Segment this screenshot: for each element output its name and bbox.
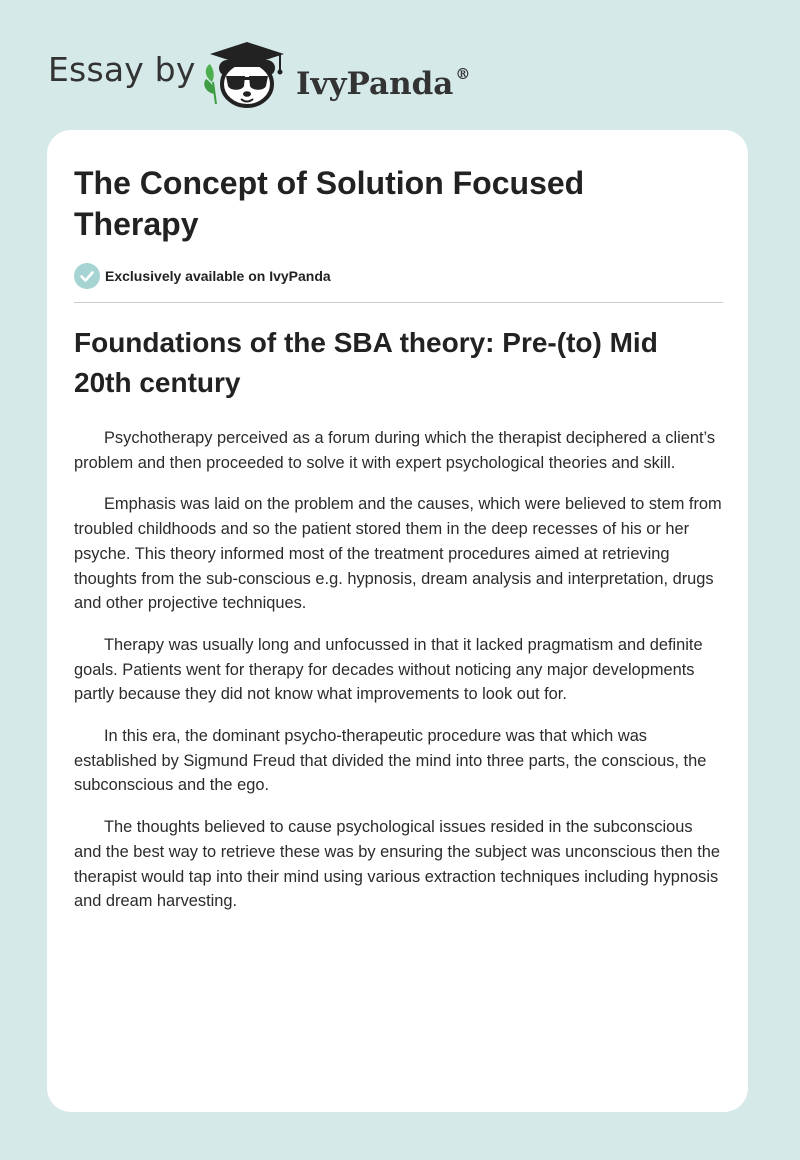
section-heading: Foundations of the SBA theory: Pre-(to) Mid 20th century (74, 327, 658, 398)
paragraph: Psychotherapy perceived as a forum during which the therapist deciphered a client’s problem and then proceeded to solve it with expert psychological theories and skill. (74, 429, 716, 472)
page-title: The Concept of Solution Focused Therapy (74, 165, 585, 242)
brand-name[interactable] (296, 52, 470, 106)
paragraph: Therapy was usually long and unfocussed in that it lacked pragmatism and definite goals. Patients went for therapy for decades without noticing any major developments partly because they did not know what improvements to look out for. (74, 635, 703, 704)
paragraph: Emphasis was laid on the problem and the causes, which were believed to stem from troubled childhoods and so the patient stored them in the deep recesses of his or her psyche. This theory informed most of the treatment procedures aimed at retrieving thoughts from the sub-conscious e.g. hypnosis, dream analysis and interpretation, drugs and other projective techniques. (74, 495, 722, 613)
essay-body (74, 426, 723, 931)
site-header (0, 0, 800, 130)
panda-logo-icon[interactable] (200, 36, 294, 110)
brand-name-text: IvyPanda (296, 66, 454, 102)
paragraph: In this era, the dominant psycho-therapeutic procedure was that which was established by Sigmund Freud that divided the mind into three parts, the conscious, the subconscious and the ego. (74, 727, 707, 795)
registered-mark: ® (455, 65, 471, 83)
essay-by-label: Essay by (48, 50, 196, 89)
essay-card (47, 130, 748, 1112)
title-divider (74, 302, 723, 303)
exclusive-badge-label: Exclusively available on IvyPanda (105, 268, 331, 284)
paragraph: The thoughts believed to cause psychological issues resided in the subconscious and the best way to retrieve these was by ensuring the subject was unconscious then the therapist would tap into their mind using various extraction techniques including hypnosis and dream harvesting. (74, 818, 720, 911)
exclusive-badge (74, 263, 331, 289)
check-circle-icon (74, 263, 100, 289)
